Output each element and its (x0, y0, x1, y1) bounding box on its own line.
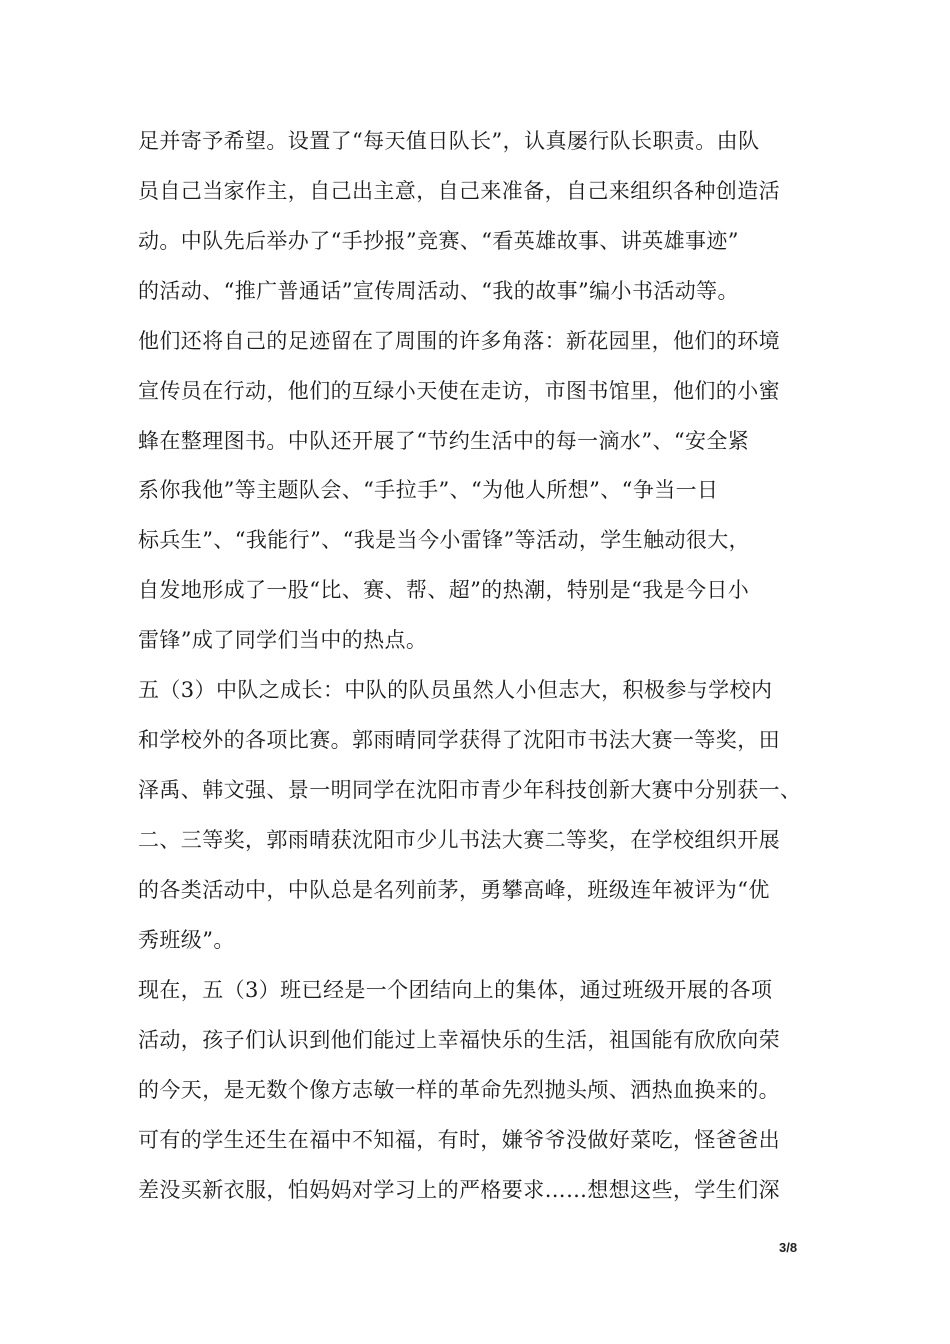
text-line: 足并寄予希望。设置了“每天值日队长”，认真屡行队长职责。由队 (138, 129, 760, 153)
text-line: 二、三等奖，郭雨晴获沈阳市少儿书法大赛二等奖，在学校组织开展 (138, 828, 780, 852)
text-line: 动。中队先后举办了“手抄报”竞赛、“看英雄故事、讲英雄事迹” (138, 229, 739, 253)
text-line: 他们还将自己的足迹留在了周围的许多角落：新花园里，他们的环境 (138, 329, 780, 353)
text-line: 自发地形成了一股“比、赛、帮、超”的热潮，特别是“我是今日小 (138, 578, 750, 602)
text-line: 标兵生”、“我能行”、“我是当今小雷锋”等活动，学生触动很大， (138, 528, 751, 552)
text-line: 宣传员在行动，他们的互绿小天使在走访，市图书馆里，他们的小蜜 (138, 379, 780, 403)
page-number: 3/8 (779, 1240, 798, 1255)
text-line: 可有的学生还生在福中不知福，有时，嫌爷爷没做好菜吃，怪爸爸出 (138, 1128, 780, 1152)
text-line: 的各类活动中，中队总是名列前茅，勇攀高峰，班级连年被评为“优 (138, 878, 770, 902)
text-line: 雷锋”成了同学们当中的热点。 (138, 628, 428, 652)
text-line: 泽禹、韩文强、景一明同学在沈阳市青少年科技创新大赛中分别获一、 (138, 778, 802, 802)
text-line: 差没买新衣服，怕妈妈对学习上的严格要求……想想这些，学生们深 (138, 1178, 780, 1202)
text-line: 秀班级”。 (138, 928, 235, 952)
text-line: 和学校外的各项比赛。郭雨晴同学获得了沈阳市书法大赛一等奖，田 (138, 728, 780, 752)
text-line: 的今天，是无数个像方志敏一样的革命先烈抛头颅、洒热血换来的。 (138, 1078, 780, 1102)
text-line: 现在，五（3）班已经是一个团结向上的集体，通过班级开展的各项 (138, 978, 773, 1002)
text-line: 的活动、“推广普通话”宣传周活动、“我的故事”编小书活动等。 (138, 279, 739, 303)
text-line: 五（3）中队之成长：中队的队员虽然人小但志大，积极参与学校内 (138, 678, 773, 702)
text-line: 活动，孩子们认识到他们能过上幸福快乐的生活，祖国能有欣欣向荣 (138, 1028, 780, 1052)
text-line: 员自己当家作主，自己出主意，自己来准备，自己来组织各种创造活 (138, 179, 780, 203)
text-line: 蜂在整理图书。中队还开展了“节约生活中的每一滴水”、“安全紧 (138, 429, 750, 453)
text-line: 系你我他”等主题队会、“手拉手”、“为他人所想”、“争当一日 (138, 478, 719, 502)
